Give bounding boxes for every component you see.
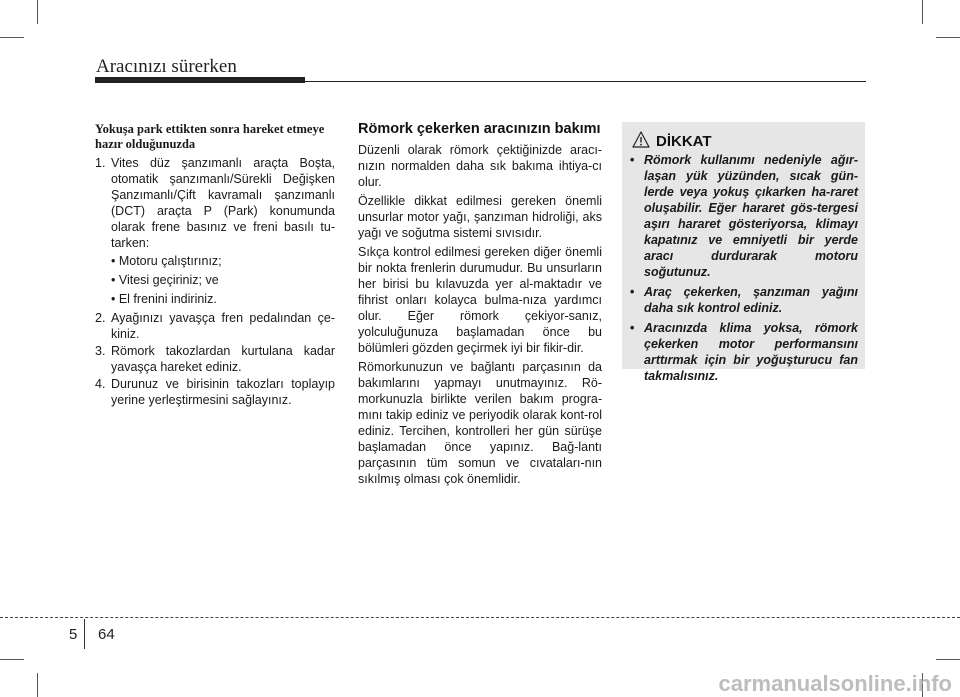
step-text: Durunuz ve birisinin takozları toplayıp yerine yerleştirmesini sağlayınız. [111, 377, 335, 407]
paragraph: Düzenli olarak römork çektiğinizde aracı-nızın normalden daha sık bakıma ihtiya-cı olur. [358, 143, 602, 189]
caution-list [628, 152, 858, 388]
step-text: Römork takozlardan kurtulana kadar yavaşça hareket ediniz. [111, 344, 335, 374]
bullet: • [630, 153, 635, 167]
step-number: 4. [95, 377, 106, 391]
list-item [95, 155, 335, 307]
page-number: 64 [98, 626, 115, 643]
bullet: • [630, 285, 635, 299]
section-heading: Römork çekerken aracınızın bakımı [358, 121, 601, 137]
caution-text: Araç çekerken, şanzıman yağını daha sık kontrol ediniz. [644, 285, 858, 315]
caution-text: Aracınızda klima yoksa, römork çekerken motor performansını arttırmak için bir yoğuşturucu fan takmalısınız. [644, 321, 858, 383]
list-item [95, 343, 335, 375]
subheading: Yokuşa park ettikten sonra hareket etmeye hazır olduğunuzda [95, 122, 325, 151]
list-item [628, 152, 858, 280]
footer-separator [84, 619, 85, 649]
list-item [628, 284, 858, 316]
crop-mark [922, 0, 923, 24]
section-title: Aracınızı sürerken [96, 56, 237, 77]
column-middle [358, 122, 602, 490]
paragraph: Sıkça kontrol edilmesi gereken diğer önemli bir nokta frenlerin durumudur. Bu unsurların her birisi bu kılavuzda yer al-maktadır ve fihrist onları kolayca bulma-nıza yardımcı olur. Eğer römork çekiyor-sanız, yolculuğunuza başlamadan önce bu bölümleri gözden geçirmek iyi bir fikir-dir. [358, 245, 602, 355]
crop-mark [936, 37, 960, 38]
bullet: • [630, 321, 635, 335]
list-item: • Vitesi geçiriniz; ve [111, 273, 219, 287]
warning-triangle-icon [632, 131, 650, 148]
watermark: carmanualsonline.info [718, 671, 952, 696]
bullet-list [111, 253, 335, 307]
step-text: Vites düz şanzımanlı araçta Boşta, otomatik şanzımanlı/Sürekli Değişken Şanzımanlı/Çift kavramalı şanzımanlı (DCT) araçta P (Park) konumunda olarak frene basınız ve freni basılı tu-tarken: [111, 156, 335, 250]
column-left [95, 122, 335, 409]
step-list [95, 155, 335, 408]
crop-mark [0, 659, 24, 660]
list-item: • El frenini indiriniz. [111, 292, 217, 306]
list-item [628, 320, 858, 384]
caution-title: DİKKAT [656, 133, 712, 150]
caution-text: Römork kullanımı nedeniyle ağır-laşan yük yüzünden, sıcak gün-lerde veya yokuş çıkarken ha-raret oluşabilir. Eğer hararet gös-tergesi aşırı hararet gösteriyorsa, klimayı kapatınız ve emniyetli bir yerde aracı durdurarak motoru soğutunuz. [644, 153, 858, 279]
chapter-number: 5 [69, 626, 78, 643]
step-number: 2. [95, 311, 106, 325]
header-rule-thin [305, 81, 866, 82]
footer-rule [0, 617, 960, 618]
paragraph: Römorkunuzun ve bağlantı parçasının da bakımlarını yapmayı unutmayınız. Rö-morkunuzla birlikte verilen bakım progra-mını takip ediniz ve periyodik olarak kont-rol ediniz. Tercihen, kontrolleri her gün sürüşe başlamadan önce yapınız. Bağ-lantı parçasının tüm somun ve cıvataları-nın sıkılmış olması çok önemlidir. [358, 360, 602, 486]
crop-mark [37, 673, 38, 697]
step-number: 1. [95, 156, 106, 170]
crop-mark [0, 37, 24, 38]
crop-mark [37, 0, 38, 24]
step-number: 3. [95, 344, 106, 358]
step-text: Ayağınızı yavaşça fren pedalından çe-kiniz. [111, 311, 335, 341]
header-rule-thick [95, 77, 305, 83]
list-item: • Motoru çalıştırınız; [111, 254, 222, 268]
paragraph: Özellikle dikkat edilmesi gereken önemli unsurlar motor yağı, şanzıman hidroliği, aks yağı ve soğutma sistemi sıvısıdır. [358, 194, 602, 240]
list-item [95, 310, 335, 342]
list-item [95, 376, 335, 408]
crop-mark [936, 659, 960, 660]
